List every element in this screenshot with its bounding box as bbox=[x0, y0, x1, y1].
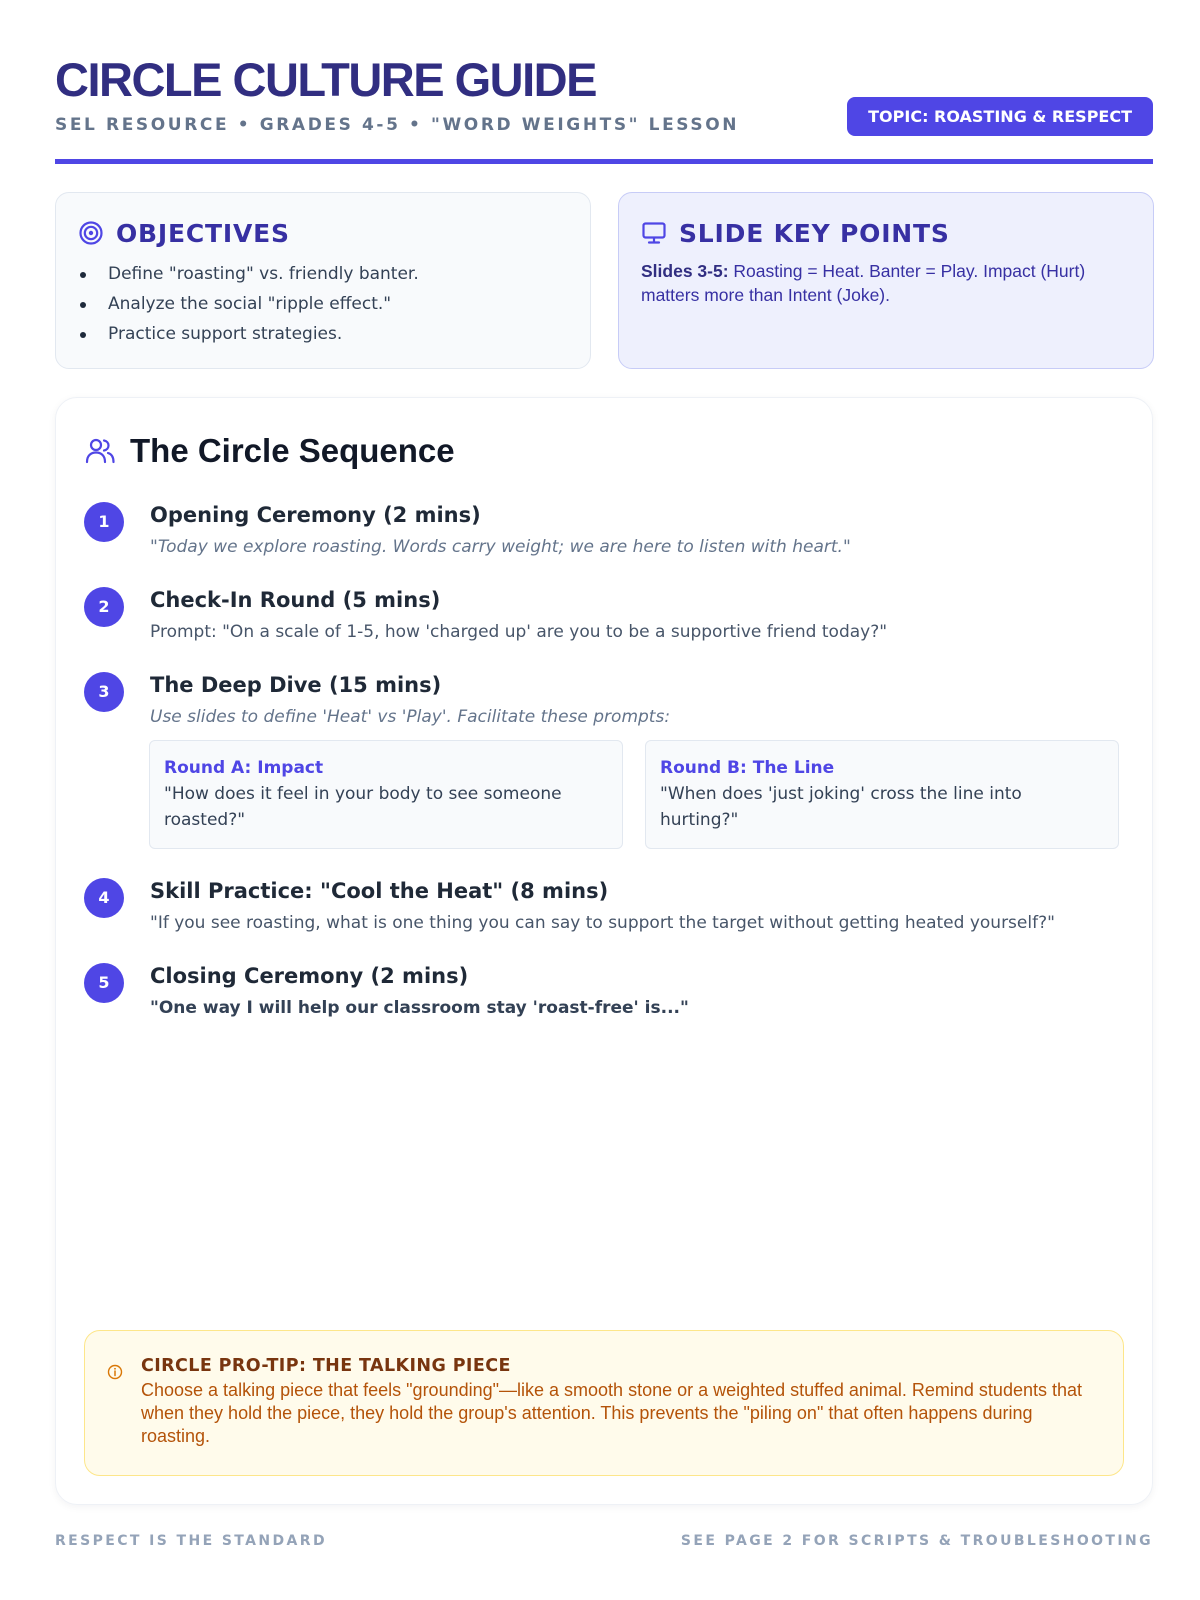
target-icon bbox=[78, 220, 104, 246]
slide-key-points-text bbox=[641, 259, 1131, 307]
step-title: Opening Ceremony (2 mins) bbox=[150, 503, 481, 527]
objective-item: Define "roasting" vs. friendly banter. bbox=[78, 259, 568, 289]
step-number-badge: 5 bbox=[84, 963, 124, 1003]
info-icon bbox=[107, 1364, 123, 1380]
round-card-impact bbox=[149, 740, 623, 849]
guide-page bbox=[55, 0, 1153, 1600]
step-title: Closing Ceremony (2 mins) bbox=[150, 964, 469, 988]
step-title: Skill Practice: "Cool the Heat" (8 mins) bbox=[150, 879, 609, 903]
objectives-title: OBJECTIVES bbox=[116, 218, 290, 248]
circle-sequence-panel bbox=[55, 397, 1153, 1505]
step-description: "One way I will help our classroom stay 'roast-free' is..." bbox=[150, 998, 689, 1018]
round-card-the-line bbox=[645, 740, 1119, 849]
objectives-card bbox=[55, 192, 591, 369]
step-number-badge: 3 bbox=[84, 672, 124, 712]
footer-tagline: RESPECT IS THE STANDARD bbox=[55, 1533, 327, 1549]
step-description: "If you see roasting, what is one thing you can say to support the target without getting heated yourself?" bbox=[150, 913, 1055, 933]
step-title: Check-In Round (5 mins) bbox=[150, 588, 441, 612]
step-number-badge: 1 bbox=[84, 502, 124, 542]
footer-page-note: SEE PAGE 2 FOR SCRIPTS & TROUBLESHOOTING bbox=[680, 1533, 1153, 1549]
sequence-title: The Circle Sequence bbox=[130, 432, 455, 469]
page-subtitle: SEL RESOURCE • GRADES 4-5 • "WORD WEIGHTS" LESSON bbox=[55, 115, 740, 135]
monitor-icon bbox=[641, 220, 667, 246]
topic-badge: TOPIC: ROASTING & RESPECT bbox=[847, 97, 1153, 136]
page-title: CIRCLE CULTURE GUIDE bbox=[55, 53, 596, 106]
slide-key-points-card bbox=[618, 192, 1154, 369]
slides-range-label: Slides 3-5: bbox=[641, 261, 729, 281]
step-description: Use slides to define 'Heat' vs 'Play'. Facilitate these prompts: bbox=[150, 707, 671, 727]
pro-tip-title: CIRCLE PRO-TIP: THE TALKING PIECE bbox=[141, 1356, 511, 1376]
step-description: "Today we explore roasting. Words carry weight; we are here to listen with heart." bbox=[150, 537, 851, 557]
step-description: Prompt: "On a scale of 1-5, how 'charged up' are you to be a supportive friend today?" bbox=[150, 622, 888, 642]
step-title: The Deep Dive (15 mins) bbox=[150, 673, 442, 697]
slides-summary: Roasting = Heat. Banter = Play. Impact (Hurt) matters more than Intent (Joke). bbox=[641, 261, 1086, 305]
users-icon bbox=[84, 435, 116, 467]
objectives-list bbox=[78, 259, 568, 349]
round-prompt: "When does 'just joking' cross the line into hurting?" bbox=[660, 784, 1022, 830]
objective-item: Practice support strategies. bbox=[78, 319, 568, 349]
step-number-badge: 2 bbox=[84, 587, 124, 627]
slides-header bbox=[641, 217, 1131, 249]
step-number-badge: 4 bbox=[84, 878, 124, 918]
round-title: Round A: Impact bbox=[164, 758, 324, 778]
page-header bbox=[55, 52, 1153, 164]
objective-item: Analyze the social "ripple effect." bbox=[78, 289, 568, 319]
slides-title: SLIDE KEY POINTS bbox=[679, 218, 950, 248]
round-prompt: "How does it feel in your body to see someone roasted?" bbox=[164, 784, 562, 830]
pro-tip-callout bbox=[84, 1330, 1124, 1476]
objectives-header bbox=[78, 217, 568, 249]
round-title: Round B: The Line bbox=[660, 758, 835, 778]
pro-tip-text: Choose a talking piece that feels "grounding"—like a smooth stone or a weighted stuffed animal. Remind students that when they hold the piece, they hold the group's attention. This prevents the "piling on" that often happens during roasting. bbox=[141, 1380, 1083, 1446]
sequence-header bbox=[84, 432, 455, 470]
